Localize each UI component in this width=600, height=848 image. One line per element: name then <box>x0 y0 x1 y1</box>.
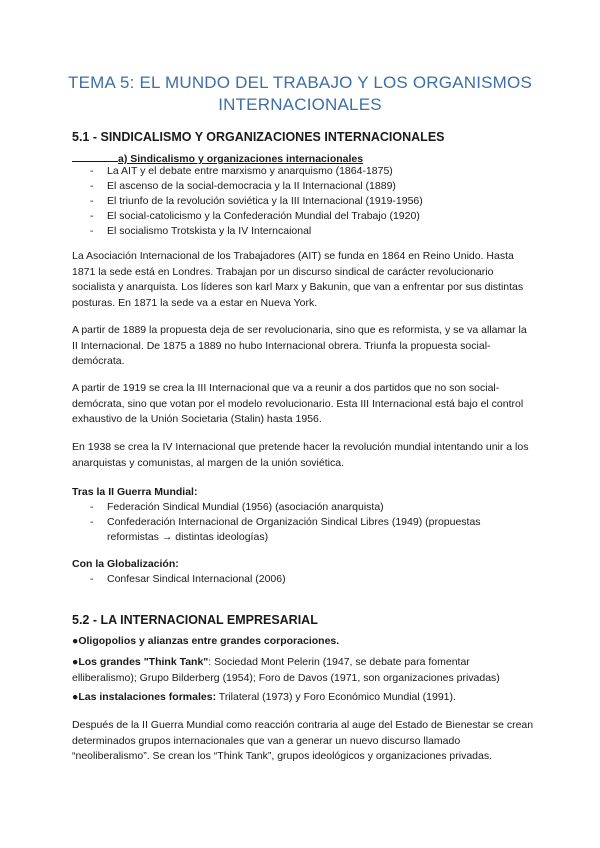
paragraph-ii-internacional: A partir de 1889 la propuesta deja de ser revolucionaria, sino que es reformista, y se va allamar la II Internacional. De 1875 a 1889 no hubo Internacional obrera. Triunfa la propuesta social-demócrata. <box>72 324 527 367</box>
post-war-list <box>90 500 518 545</box>
list-item: - El triunfo de la revolución soviética y la III Internacional (1919-1956) <box>90 194 423 209</box>
bullet-instalaciones-label: ●Las instalaciones formales: <box>72 691 217 703</box>
list-item: - La AIT y el debate entre marxismo y anarquismo (1864-1875) <box>90 164 423 179</box>
paragraph-neoliberalismo: Después de la II Guerra Mundial como reacción contraria al auge del Estado de Bienestar se crean determinados grupos internacionales que van a generar un nuevo discurso llamado “neoliberalismo”. Se crean los “Think Tank”, grupos ideológicos y organizaciones privadas. <box>72 719 534 762</box>
bullet-think-tank-label: ●Los grandes "Think Tank" <box>72 656 209 668</box>
list-item: - Confesar Sindical Internacional (2006) <box>90 572 286 587</box>
bullet-instalaciones-text: Trilateral (1973) y Foro Económico Mundial (1991). <box>216 691 456 703</box>
topic-list <box>90 164 423 239</box>
paragraph-iii-internacional: A partir de 1919 se crea la III Internacional que va a reunir a dos partidos que no son social-demócrata, sino que votan por el modelo revolucionario. Esta III Internacional está bajo el control exhaustivo de la Unión Societaria (Stalin) hasta 1956. <box>72 382 524 425</box>
list-item: - Federación Sindical Mundial (1956) (asociación anarquista) <box>90 500 518 515</box>
bullet-instalaciones <box>72 690 534 706</box>
bullet-think-tank-text: : Sociedad Mont Pelerin (1947, se debate para fomentar elliberalismo); Grupo Bilderberg (1954); Foro de Davos (1971, son organizaciones privadas) <box>72 656 500 684</box>
subheading-text: a) Sindicalismo y organizaciones internacionales <box>118 153 364 165</box>
section-1-heading: 5.1 - SINDICALISMO Y ORGANIZACIONES INTERNACIONALES <box>72 130 445 144</box>
globalization-list <box>90 572 286 587</box>
list-item: - El ascenso de la social-democracia y la II Internacional (1889) <box>90 179 423 194</box>
paragraph-ait: La Asociación Internacional de los Trabajadores (AIT) se funda en 1864 en Reino Unido. Hasta 1871 la sede está en Londres. Trabajan por un discurso sindical de carácter revolucionario socialista y anarquista. Los líderes son karl Marx y Bakunin, que van a enfrentar por sus distintas posturas. En 1871 la sede va a estar en Nueva York. <box>72 250 524 309</box>
page-title: TEMA 5: EL MUNDO DEL TRABAJO Y LOS ORGANISMOS INTERNACIONALES <box>67 73 533 114</box>
paragraph-iv-internacional: En 1938 se crea la IV Internacional que pretende hacer la revolución mundial intentando unir a los anarquistas y comunistas, al margen de la unión soviética. <box>72 441 529 469</box>
section-2-heading: 5.2 - LA INTERNACIONAL EMPRESARIAL <box>72 613 318 627</box>
subheading-indent-underline <box>72 150 118 162</box>
bullet-oligopolios: ●Oligopolios y alianzas entre grandes corporaciones. <box>72 635 340 647</box>
list-item: - Confederación Internacional de Organización Sindical Libres (1949) (propuestas reformistas → distintas ideologías) <box>90 515 518 545</box>
post-war-label: Tras la II Guerra Mundial: <box>72 486 198 498</box>
list-item: - El socialismo Trotskista y la IV Interncaional <box>90 224 423 239</box>
globalization-label: Con la Globalización: <box>72 558 179 570</box>
list-item: - El social-catolicismo y la Confederación Mundial del Trabajo (1920) <box>90 209 423 224</box>
bullet-think-tank <box>72 655 534 686</box>
